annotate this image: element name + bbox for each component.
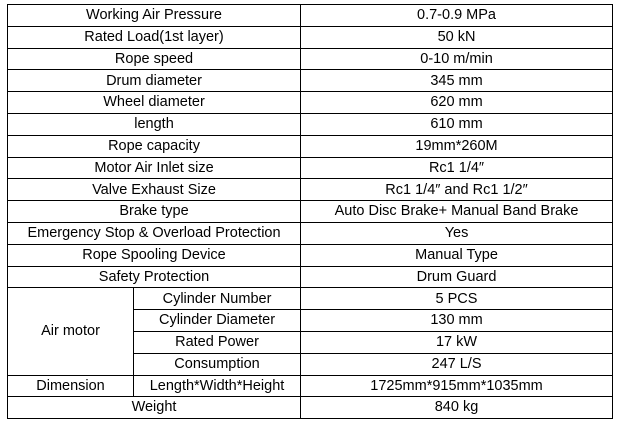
table-row	[8, 135, 613, 157]
spec-value: Auto Disc Brake+ Manual Band Brake	[301, 201, 613, 223]
spec-value: 610 mm	[301, 113, 613, 135]
spec-value: Rc1 1/4″ and Rc1 1/2″	[301, 179, 613, 201]
table-row	[8, 26, 613, 48]
spec-label: Cylinder Number	[134, 288, 301, 310]
table-row	[8, 179, 613, 201]
spec-value: 0.7-0.9 MPa	[301, 5, 613, 27]
spec-label: Rated Power	[134, 331, 301, 353]
table-row	[8, 222, 613, 244]
dimension-group-label: Dimension	[8, 375, 134, 397]
table-row	[8, 375, 613, 397]
air-motor-group-label: Air motor	[8, 288, 134, 375]
spec-value: Rc1 1/4″	[301, 157, 613, 179]
spec-label: Length*Width*Height	[134, 375, 301, 397]
spec-label: Rated Load(1st layer)	[8, 26, 301, 48]
table-row	[8, 92, 613, 114]
spec-label: Valve Exhaust Size	[8, 179, 301, 201]
table-row	[8, 113, 613, 135]
table-row	[8, 288, 613, 310]
table-row	[8, 397, 613, 419]
spec-value: 620 mm	[301, 92, 613, 114]
spec-value: 17 kW	[301, 331, 613, 353]
table-row	[8, 266, 613, 288]
spec-value: Manual Type	[301, 244, 613, 266]
spec-label: Drum diameter	[8, 70, 301, 92]
spec-value: 1725mm*915mm*1035mm	[301, 375, 613, 397]
specification-table	[7, 4, 613, 419]
spec-label: Working Air Pressure	[8, 5, 301, 27]
spec-label: Motor Air Inlet size	[8, 157, 301, 179]
spec-label: Wheel diameter	[8, 92, 301, 114]
table-row	[8, 244, 613, 266]
spec-value: 345 mm	[301, 70, 613, 92]
spec-value: 247 L/S	[301, 353, 613, 375]
spec-label: Rope speed	[8, 48, 301, 70]
spec-value: 0-10 m/min	[301, 48, 613, 70]
spec-label: Consumption	[134, 353, 301, 375]
spec-value: 50 kN	[301, 26, 613, 48]
spec-label: Safety Protection	[8, 266, 301, 288]
spec-value: 5 PCS	[301, 288, 613, 310]
table-row	[8, 70, 613, 92]
spec-label: Cylinder Diameter	[134, 310, 301, 332]
spec-label: Emergency Stop & Overload Protection	[8, 222, 301, 244]
spec-value: 840 kg	[301, 397, 613, 419]
spec-label: Rope capacity	[8, 135, 301, 157]
table-row	[8, 157, 613, 179]
spec-label: length	[8, 113, 301, 135]
spec-value: Drum Guard	[301, 266, 613, 288]
table-row	[8, 201, 613, 223]
spec-value: Yes	[301, 222, 613, 244]
table-row	[8, 48, 613, 70]
table-row	[8, 5, 613, 27]
spec-label: Brake type	[8, 201, 301, 223]
spec-value: 19mm*260M	[301, 135, 613, 157]
spec-label: Rope Spooling Device	[8, 244, 301, 266]
spec-value: 130 mm	[301, 310, 613, 332]
spec-label: Weight	[8, 397, 301, 419]
